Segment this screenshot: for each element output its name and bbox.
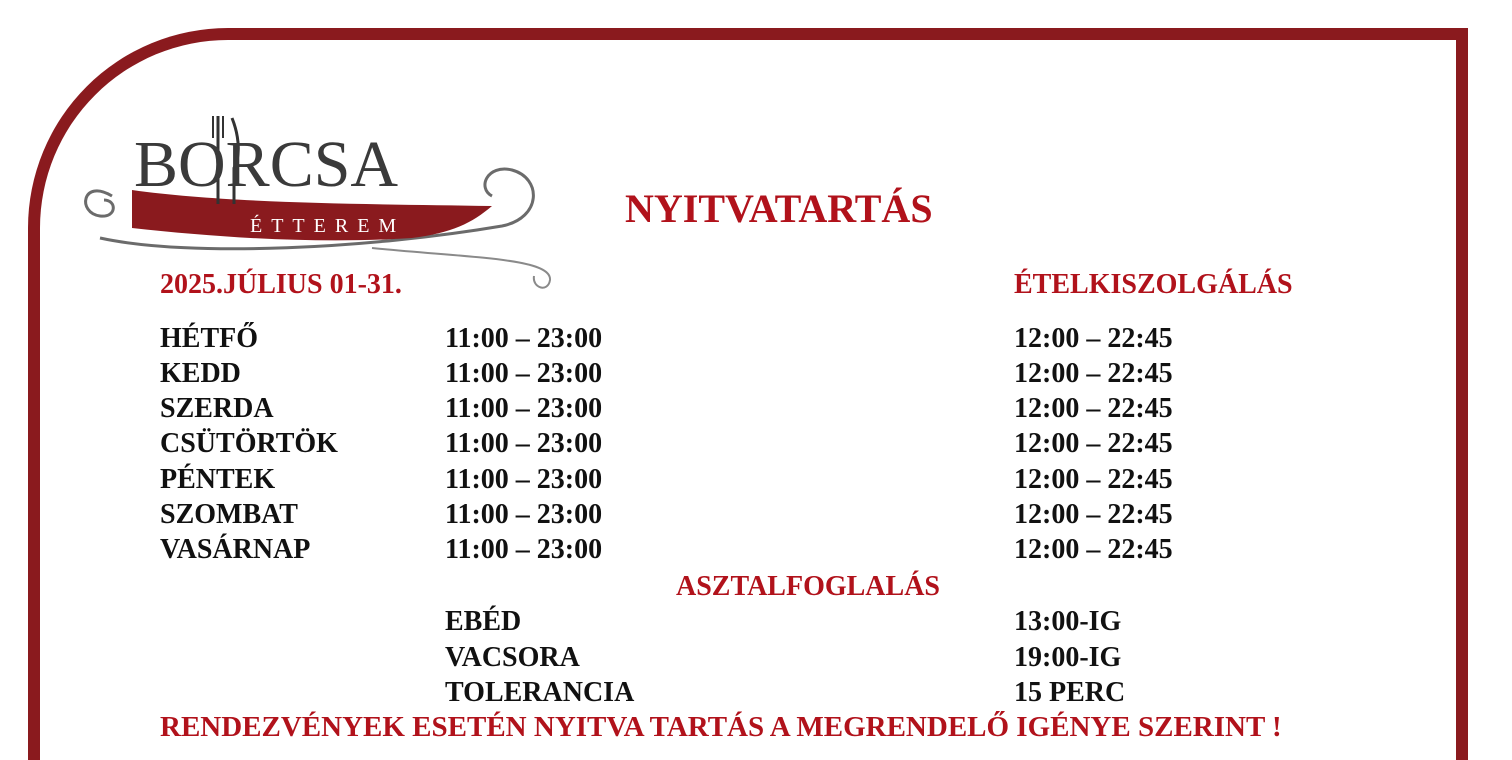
day-label: HÉTFŐ	[160, 323, 259, 354]
reservation-label: TOLERANCIA	[445, 677, 635, 708]
logo-subtitle: ÉTTEREM	[250, 215, 406, 237]
footer-notice: RENDEZVÉNYEK ESETÉN NYITVA TARTÁS A MEGRENDELŐ IGÉNYE SZERINT !	[160, 711, 1282, 743]
opening-hours: 11:00 – 23:00	[445, 323, 603, 354]
service-hours: 12:00 – 22:45	[1014, 323, 1173, 354]
opening-hours: 11:00 – 23:00	[445, 534, 603, 565]
reservation-value: 15 PERC	[1014, 677, 1126, 708]
service-hours: 12:00 – 22:45	[1014, 499, 1173, 530]
day-label: VASÁRNAP	[160, 534, 311, 565]
opening-hours: 11:00 – 23:00	[445, 499, 603, 530]
day-label: SZERDA	[160, 393, 274, 424]
reservation-value: 13:00-IG	[1014, 606, 1122, 637]
service-hours: 12:00 – 22:45	[1014, 358, 1173, 389]
reservation-value: 19:00-IG	[1014, 642, 1122, 673]
service-hours: 12:00 – 22:45	[1014, 428, 1173, 459]
day-label: SZOMBAT	[160, 499, 298, 530]
reservation-label: VACSORA	[445, 642, 580, 673]
logo-brand-name: BORCSA	[134, 128, 399, 201]
service-header: ÉTELKISZOLGÁLÁS	[1014, 269, 1293, 300]
reservation-header: ASZTALFOGLALÁS	[676, 571, 940, 602]
page-title: NYITVATARTÁS	[625, 186, 933, 231]
opening-hours: 11:00 – 23:00	[445, 464, 603, 495]
service-hours: 12:00 – 22:45	[1014, 464, 1173, 495]
opening-hours: 11:00 – 23:00	[445, 428, 603, 459]
day-label: KEDD	[160, 358, 241, 389]
opening-hours: 11:00 – 23:00	[445, 393, 603, 424]
left-swirl	[86, 191, 114, 216]
reservation-label: EBÉD	[445, 606, 522, 637]
day-label: PÉNTEK	[160, 464, 276, 495]
service-hours: 12:00 – 22:45	[1014, 393, 1173, 424]
service-hours: 12:00 – 22:45	[1014, 534, 1173, 565]
period-label: 2025.JÚLIUS 01-31.	[160, 269, 402, 300]
day-label: CSÜTÖRTÖK	[160, 428, 338, 459]
opening-hours: 11:00 – 23:00	[445, 358, 603, 389]
